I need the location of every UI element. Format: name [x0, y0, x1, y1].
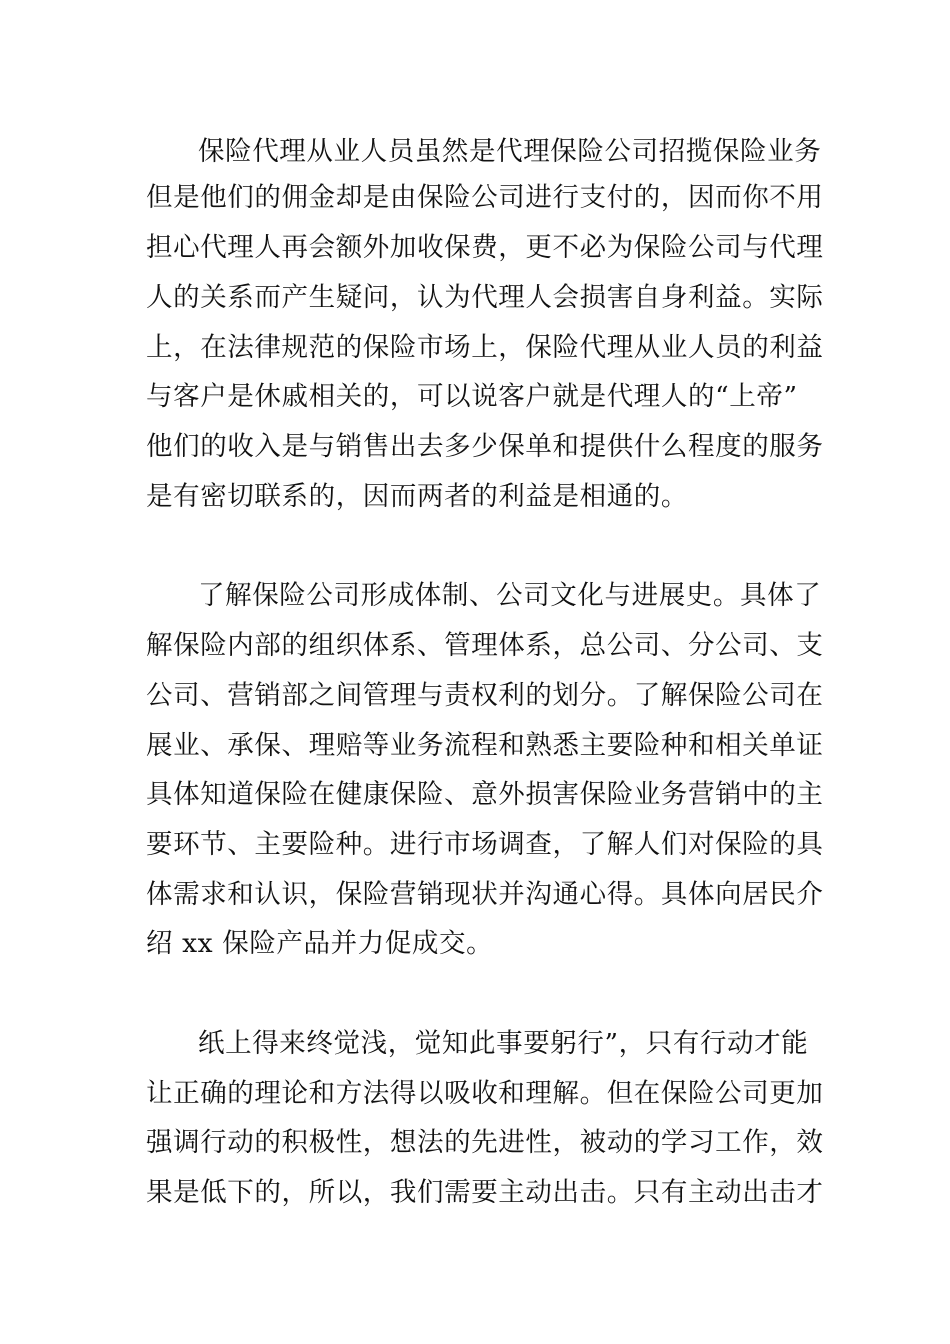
paragraph-line: 保险代理从业人员虽然是代理保险公司招揽保险业务: [198, 136, 822, 167]
paragraph-line: 是有密切联系的，因而两者的利益是相通的。: [146, 481, 688, 512]
paragraph-line: 纸上得来终觉浅，觉知此事要躬行”，只有行动才能: [198, 1028, 809, 1059]
paragraph-line: 上，在法律规范的保险市场上，保险代理从业人员的利益: [146, 332, 824, 363]
paragraph-line: 但是他们的佣金却是由保险公司进行支付的，因而你不用: [146, 182, 824, 213]
paragraph-line: 要环节、主要险种。进行市场调查，了解人们对保险的具: [146, 829, 824, 860]
paragraph-line: 担心代理人再会额外加收保费，更不必为保险公司与代理: [146, 232, 824, 263]
paragraph-line: 具体知道保险在健康保险、意外损害保险业务营销中的主: [146, 779, 824, 810]
paragraph-line: 展业、承保、理赔等业务流程和熟悉主要险种和相关单证: [146, 730, 824, 761]
paragraph-line: 他们的收入是与销售出去多少保单和提供什么程度的服务: [146, 431, 824, 462]
paragraph-line: 让正确的理论和方法得以吸收和理解。但在保险公司更加: [146, 1078, 824, 1109]
paragraph-line: 人的关系而产生疑问，认为代理人会损害自身利益。实际: [146, 282, 824, 313]
paragraph-line: 强调行动的积极性，想法的先进性，被动的学习工作，效: [146, 1127, 824, 1158]
paragraph-line: 了解保险公司形成体制、公司文化与进展史。具体了: [198, 580, 822, 611]
paragraph-line: 解保险内部的组织体系、管理体系，总公司、分公司、支: [146, 630, 824, 661]
paragraph-line: 公司、营销部之间管理与责权利的划分。了解保险公司在: [146, 680, 824, 711]
paragraph-line: 果是低下的，所以，我们需要主动出击。只有主动出击才: [146, 1177, 824, 1208]
paragraph-line: 体需求和认识，保险营销现状并沟通心得。具体向居民介: [146, 879, 824, 910]
paragraph-line: 与客户是休戚相关的，可以说客户就是代理人的“上帝”: [146, 381, 798, 412]
paragraph-line: 绍 xx 保险产品并力促成交。: [146, 928, 494, 959]
